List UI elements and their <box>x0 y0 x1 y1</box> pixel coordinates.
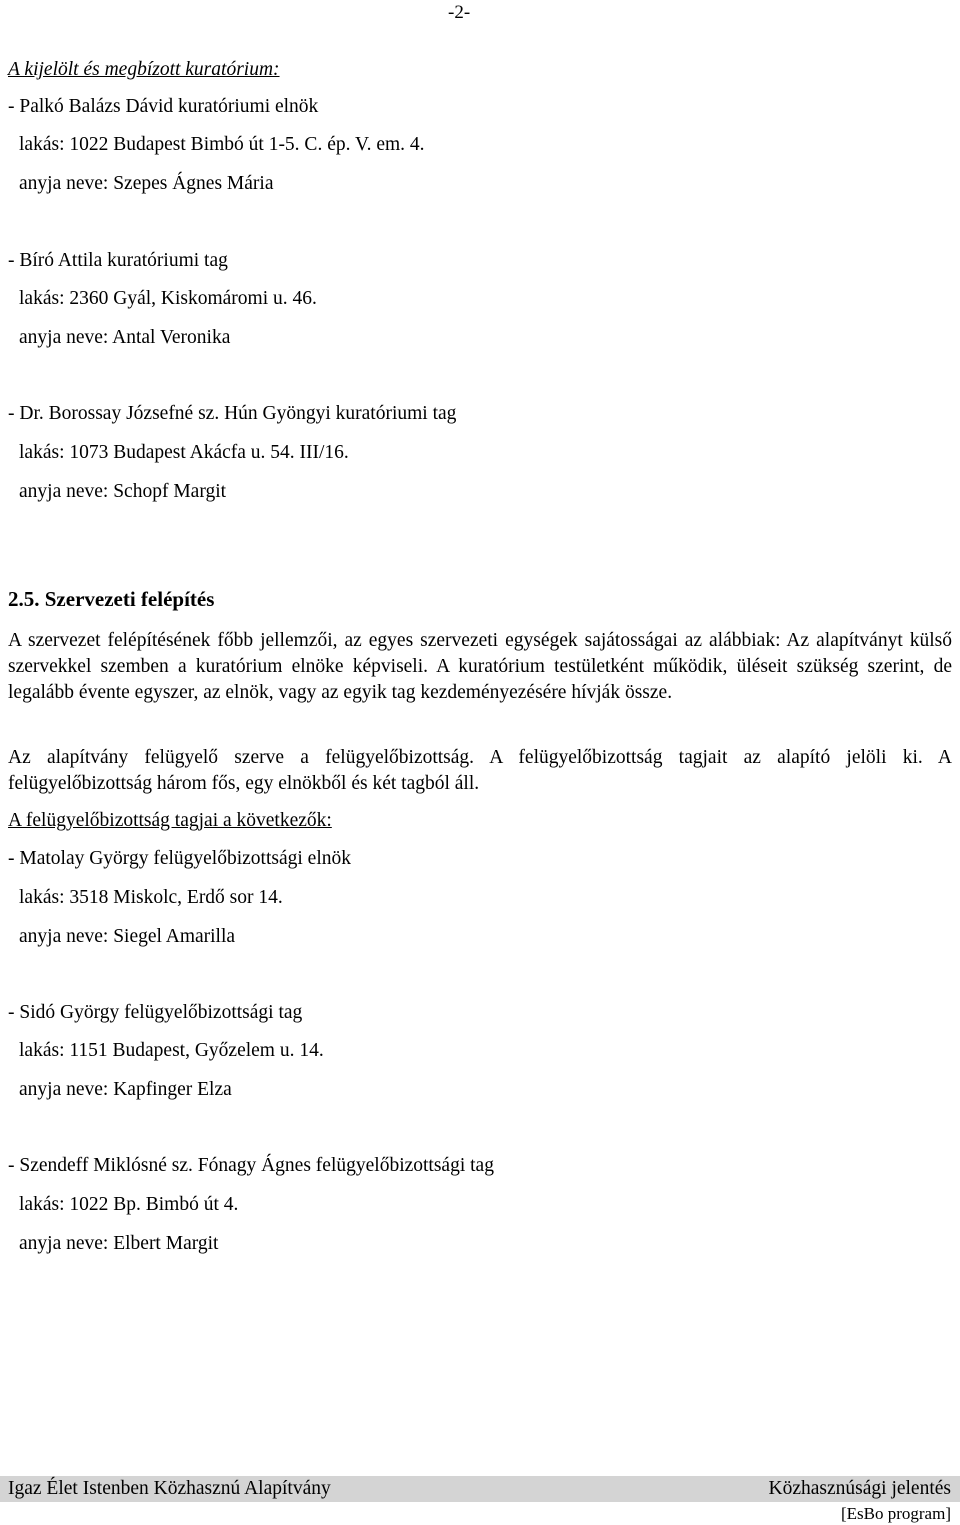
kuratorium-member-address: lakás: 2360 Gyál, Kiskomáromi u. 46. <box>19 288 317 309</box>
felugyelo-member-address: lakás: 1151 Budapest, Győzelem u. 14. <box>19 1040 324 1061</box>
felugyelo-member-name: - Matolay György felügyelőbizottsági elnök <box>8 848 351 869</box>
kuratorium-member-address: lakás: 1073 Budapest Akácfa u. 54. III/16. <box>19 442 349 463</box>
kuratorium-member-name: - Dr. Borossay Józsefné sz. Hún Gyöngyi kuratóriumi tag <box>8 403 457 424</box>
kuratorium-member-mother: anyja neve: Antal Veronika <box>19 327 231 348</box>
section-title: 2.5. Szervezeti felépítés <box>8 587 215 611</box>
section-paragraph-1: A szervezet felépítésének főbb jellemzői, az egyes szervezeti egységek sajátosságai az alábbiak: Az alapítványt külső szervekkel szemben a kuratórium elnöke képviseli. A kuratórium testületként működik, üléseit szükség szerint, de legalább évente egyszer, az elnök, vagy az egyik tag kezdeményezésére hívják össze. <box>8 630 952 703</box>
section-paragraph-2: Az alapítvány felügyelő szerve a felügyelőbizottság. A felügyelőbizottság tagjait az alapító jelöli ki. A felügyelőbizottság három fős, egy elnökből és két tagból áll. <box>8 747 952 794</box>
felugyelo-member-address: lakás: 1022 Bp. Bimbó út 4. <box>19 1194 239 1215</box>
footer-report-title: Közhasznúsági jelentés <box>768 1478 951 1499</box>
felugyelo-member-name: - Szendeff Miklósné sz. Fónagy Ágnes felügyelőbizottsági tag <box>8 1155 494 1176</box>
felugyelo-member-address: lakás: 3518 Miskolc, Erdő sor 14. <box>19 887 283 908</box>
felugyelo-member-name: - Sidó György felügyelőbizottsági tag <box>8 1002 303 1023</box>
kuratorium-member-address: lakás: 1022 Budapest Bimbó út 1-5. C. ép. V. em. 4. <box>19 134 425 155</box>
page-number: -2- <box>448 2 471 23</box>
kuratorium-member-mother: anyja neve: Schopf Margit <box>19 481 227 502</box>
footer-organization: Igaz Élet Istenben Közhasznú Alapítvány <box>8 1478 331 1499</box>
footer-program: [EsBo program] <box>840 1504 951 1523</box>
kuratorium-member-name: - Palkó Balázs Dávid kuratóriumi elnök <box>8 96 319 117</box>
felugyelo-member-mother: anyja neve: Siegel Amarilla <box>19 926 236 947</box>
kuratorium-member-mother: anyja neve: Szepes Ágnes Mária <box>19 173 274 194</box>
felugyelo-heading: A felügyelőbizottság tagjai a következők: <box>8 810 332 831</box>
felugyelo-member-mother: anyja neve: Kapfinger Elza <box>19 1079 232 1100</box>
kuratorium-heading: A kijelölt és megbízott kuratórium: <box>8 59 280 80</box>
kuratorium-member-name: - Bíró Attila kuratóriumi tag <box>8 250 228 271</box>
felugyelo-member-mother: anyja neve: Elbert Margit <box>19 1233 219 1254</box>
